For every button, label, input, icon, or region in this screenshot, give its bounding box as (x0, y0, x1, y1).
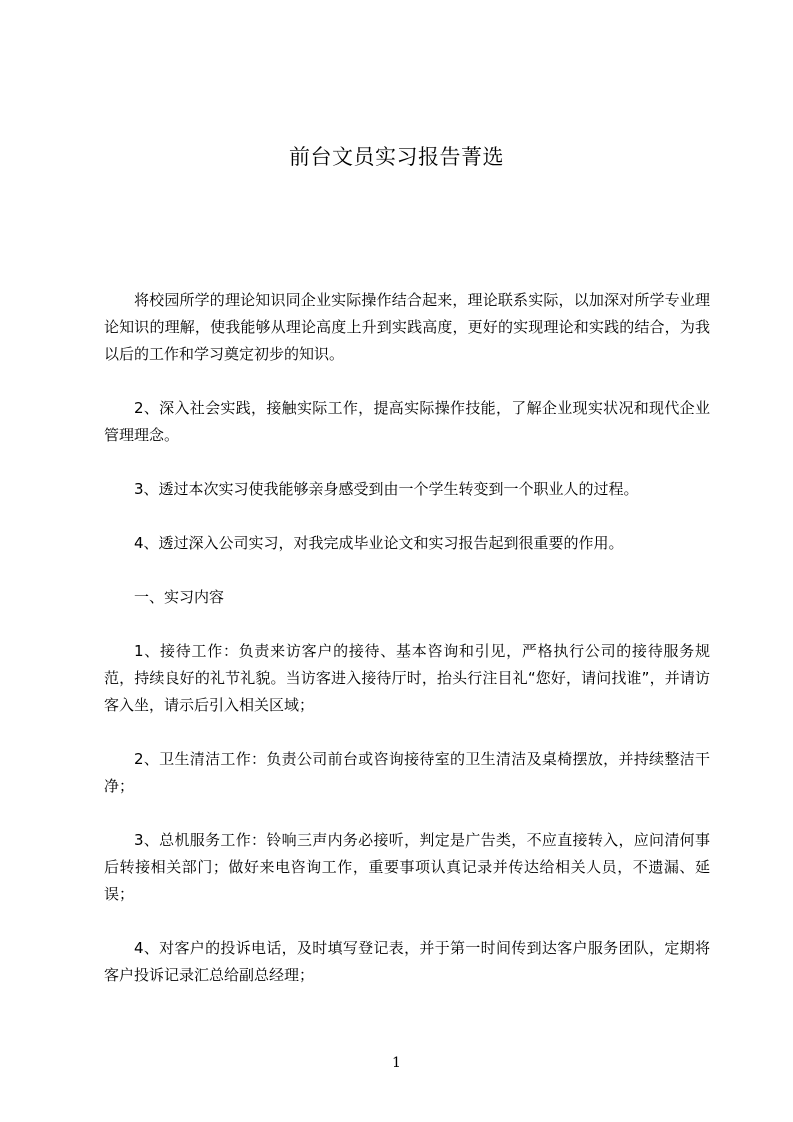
page-number: 1 (392, 1055, 401, 1071)
paragraph-intro: 将校园所学的理论知识同企业实际操作结合起来，理论联系实际，以加深对所学专业理论知识的理解，使我能够从理论高度上升到实践高度，更好的实现理论和实践的结合，为我以后的工作和学习奠定初步的知识。 (104, 291, 710, 363)
paragraph-switchboard-work: 3、总机服务工作：铃响三声内务必接听，判定是广告类，不应直接转入，应问清何事后转接相关部门；做好来电咨询工作，重要事项认真记录并传达给相关人员，不遗漏、延误； (104, 831, 710, 903)
document-body (104, 287, 710, 989)
paragraph-point-4: 4、透过深入公司实习，对我完成毕业论文和实习报告起到很重要的作用。 (134, 534, 624, 552)
section-heading-internship-content: 一、实习内容 (134, 588, 225, 606)
document-title: 前台文员实习报告菁选 (289, 145, 504, 169)
paragraph-cleaning-work: 2、卫生清洁工作：负责公司前台或咨询接待室的卫生清洁及桌椅摆放，并持续整洁干净； (104, 750, 710, 795)
paragraph-point-3: 3、透过本次实习使我能够亲身感受到由一个学生转变到一个职业人的过程。 (134, 480, 639, 498)
paragraph-reception-work: 1、接待工作：负责来访客户的接待、基本咨询和引见，严格执行公司的接待服务规范，持续良好的礼节礼貌。当访客进入接待厅时，抬头行注目礼“您好，请问找谁”，并请访客入坐，请示后引入相关区域； (104, 642, 710, 714)
paragraph-complaint-handling: 4、对客户的投诉电话，及时填写登记表，并于第一时间传到达客户服务团队，定期将客户投诉记录汇总给副总经理； (104, 939, 710, 984)
paragraph-point-2: 2、深入社会实践，接触实际工作，提高实际操作技能，了解企业现实状况和现代企业管理理念。 (104, 399, 710, 444)
